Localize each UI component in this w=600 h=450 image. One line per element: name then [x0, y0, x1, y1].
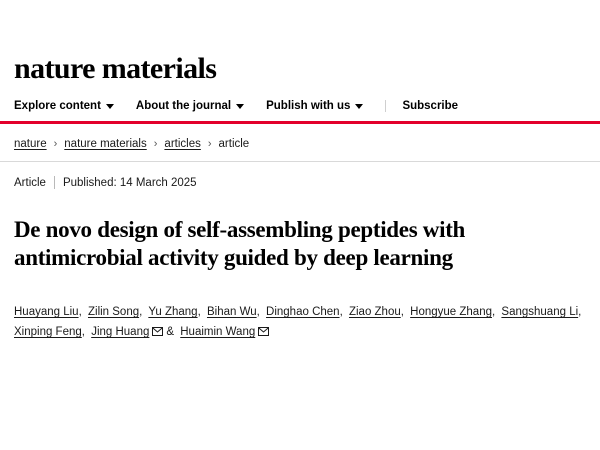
nav-item-publish-with-us[interactable]	[266, 100, 385, 112]
author-link[interactable]: Huayang Liu	[14, 305, 79, 318]
author-link[interactable]: Sangshuang Li	[501, 305, 579, 318]
author-link[interactable]: Yu Zhang	[148, 305, 198, 318]
breadcrumb-item-nature-materials[interactable]: nature materials	[64, 138, 147, 150]
main-navigation	[0, 90, 600, 124]
breadcrumb-item-articles[interactable]: articles	[164, 138, 201, 150]
meta-divider	[54, 176, 55, 189]
author-link[interactable]: Dinghao Chen	[266, 305, 340, 318]
nav-item-explore-content[interactable]	[14, 100, 136, 112]
breadcrumb-item-article: article	[218, 138, 250, 150]
author-link[interactable]: Hongyue Zhang	[410, 305, 492, 318]
journal-logo-text: nature materials	[14, 52, 217, 85]
article-meta	[0, 162, 600, 189]
author-separator: ,	[81, 326, 85, 339]
breadcrumb-separator: ›	[153, 138, 158, 150]
author-separator: ,	[400, 305, 404, 318]
nav-item-label: Explore content	[14, 100, 101, 112]
author-conjunction: &	[166, 326, 175, 339]
page-bottom-whitespace	[0, 380, 600, 450]
author-link[interactable]: Ziao Zhou	[348, 305, 401, 318]
author-link[interactable]: Xinping Feng	[14, 326, 82, 339]
author-link[interactable]: Zilin Song	[87, 305, 140, 318]
nav-item-label: About the journal	[135, 100, 232, 112]
breadcrumb-item-nature[interactable]: nature	[14, 138, 47, 150]
author-separator: ,	[139, 305, 143, 318]
author-separator: ,	[197, 305, 201, 318]
page-top-strip	[0, 0, 600, 36]
envelope-icon[interactable]	[258, 327, 269, 336]
author-separator: ,	[578, 305, 582, 318]
chevron-down-icon	[236, 104, 244, 109]
author-separator: ,	[256, 305, 260, 318]
chevron-down-icon	[106, 104, 114, 109]
author-link[interactable]: Bihan Wu	[206, 305, 257, 318]
author-separator: ,	[78, 305, 82, 318]
envelope-icon[interactable]	[152, 327, 163, 336]
nav-item-label: Subscribe	[402, 100, 459, 112]
author-list	[0, 288, 600, 342]
breadcrumb	[0, 124, 600, 162]
nav-item-label: Publish with us	[266, 100, 351, 112]
journal-masthead[interactable]	[0, 36, 600, 90]
nav-item-about-the-journal[interactable]	[136, 100, 266, 112]
breadcrumb-separator: ›	[207, 138, 212, 150]
author-link[interactable]: Huaimin Wang	[180, 326, 256, 339]
chevron-down-icon	[355, 104, 363, 109]
author-separator: ,	[492, 305, 496, 318]
nav-item-subscribe[interactable]	[385, 100, 480, 112]
article-type-label: Article	[14, 176, 46, 189]
author-link[interactable]: Jing Huang	[91, 326, 150, 339]
breadcrumb-separator: ›	[53, 138, 58, 150]
author-separator: ,	[339, 305, 343, 318]
page-title: De novo design of self-assembling peptides with antimicrobial activity guided by deep learning	[14, 217, 466, 271]
article-published-date: Published: 14 March 2025	[62, 176, 197, 189]
